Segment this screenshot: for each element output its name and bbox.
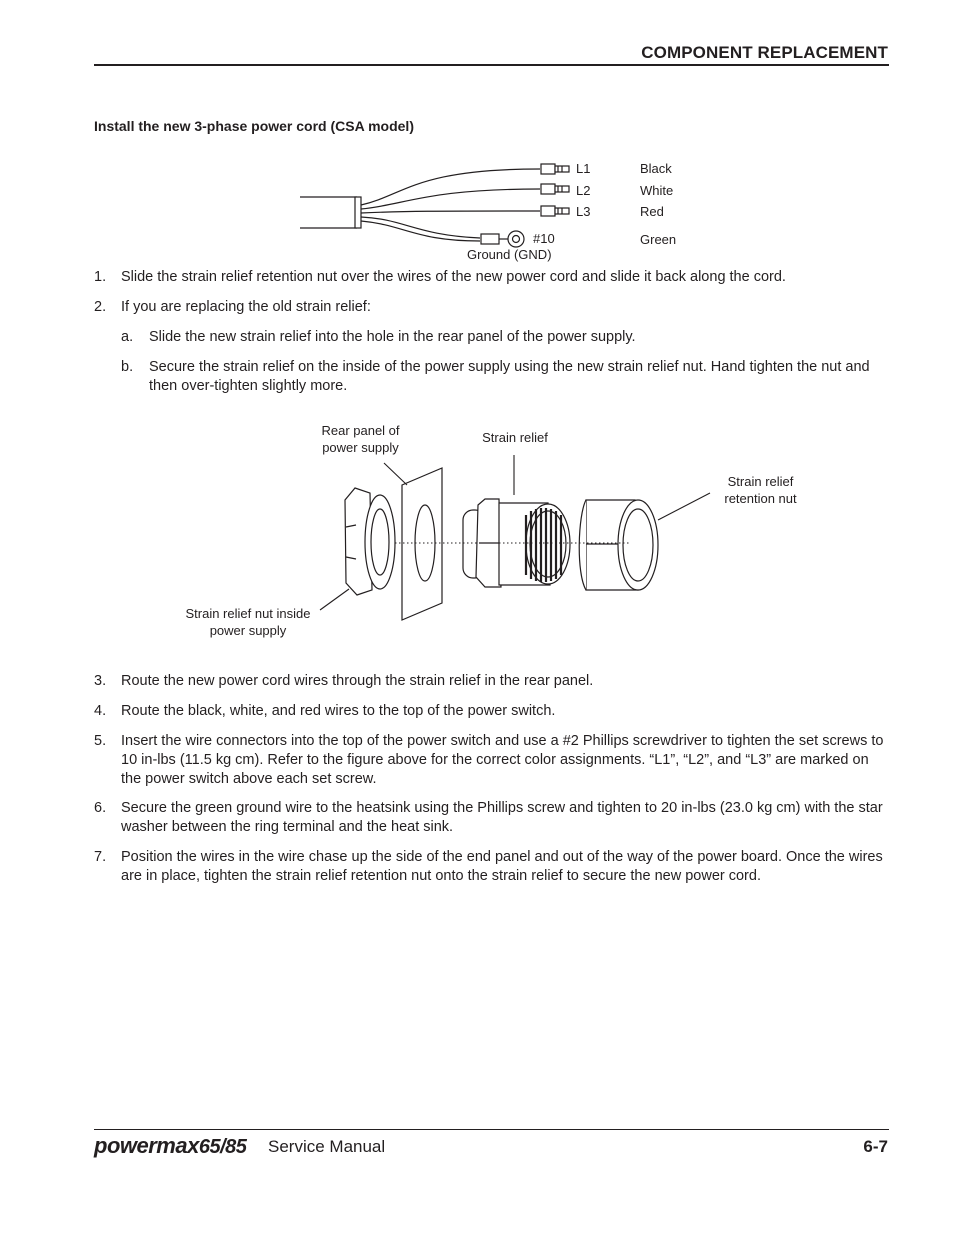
black-label: Black: [640, 161, 672, 176]
step-text: Slide the strain relief retention nut over the wires of the new power cord and slide it back along the cord.: [121, 269, 786, 285]
footer-rule: [94, 1129, 889, 1130]
step-text: If you are replacing the old strain relief:: [121, 299, 371, 315]
inside-nut-label: Strain relief nut inside power supply: [185, 606, 311, 638]
substep-letter: b.: [121, 359, 134, 375]
section-title: Install the new 3-phase power cord (CSA model): [94, 118, 414, 134]
substep-letter: a.: [121, 329, 134, 345]
step-number: 6.: [94, 800, 107, 816]
step-number: 4.: [94, 703, 107, 719]
ground-terminal-label: #10: [533, 231, 555, 246]
strain-relief-figure: [300, 455, 720, 630]
ground-label: Ground (GND): [467, 247, 552, 262]
retention-nut-label: Strain relief retention nut: [724, 474, 797, 506]
substep-text: Secure the strain relief on the inside of the power supply using the new strain relief nut. Hand tighten the nut and then over-tighten slightly more.: [149, 359, 870, 394]
footer-manual-title: Service Manual: [268, 1137, 386, 1156]
page-header-title: COMPONENT REPLACEMENT: [641, 43, 888, 62]
step-number: 3.: [94, 673, 107, 689]
l1-label: L1: [576, 161, 591, 176]
step-text: Position the wires in the wire chase up the side of the end panel and out of the way of the power board. Once the wires are in place, tighten the strain relief retention nut onto the strain relief to secure the new power cord.: [121, 849, 883, 884]
substep-text: Slide the new strain relief into the hole in the rear panel of the power supply.: [149, 329, 636, 345]
header-rule: [94, 64, 889, 66]
l3-label: L3: [576, 204, 591, 219]
step-number: 5.: [94, 733, 107, 749]
strain-relief-label: Strain relief: [482, 430, 548, 445]
white-label: White: [640, 183, 674, 198]
page-number: 6-7: [863, 1137, 888, 1156]
footer-brand: [94, 1133, 246, 1159]
brand-model: 65/85: [198, 1136, 247, 1158]
step-text: Route the new power cord wires through the strain relief in the rear panel.: [121, 673, 594, 689]
rear-panel-label: Rear panel of power supply: [321, 423, 400, 455]
step-number: 2.: [94, 299, 107, 315]
green-label: Green: [640, 232, 677, 247]
step-text: Secure the green ground wire to the heatsink using the Phillips screw and tighten to 20 in-lbs (23.0 kg cm) with the star washer between the ring terminal and the heat sink.: [121, 800, 883, 835]
brand-name: powermax: [94, 1133, 199, 1158]
step-number: 7.: [94, 849, 107, 865]
l2-label: L2: [576, 183, 591, 198]
step-number: 1.: [94, 269, 107, 285]
red-label: Red: [640, 204, 664, 219]
step-text: Insert the wire connectors into the top of the power switch and use a #2 Phillips screwdriver to tighten the set screws to 10 in-lbs (11.5 kg cm). Refer to the figure above for the correct color assignments. “L1”, “L2”, and “L3” are marked on the power switch above each set screw.: [121, 733, 884, 787]
step-text: Route the black, white, and red wires to the top of the power switch.: [121, 703, 556, 719]
